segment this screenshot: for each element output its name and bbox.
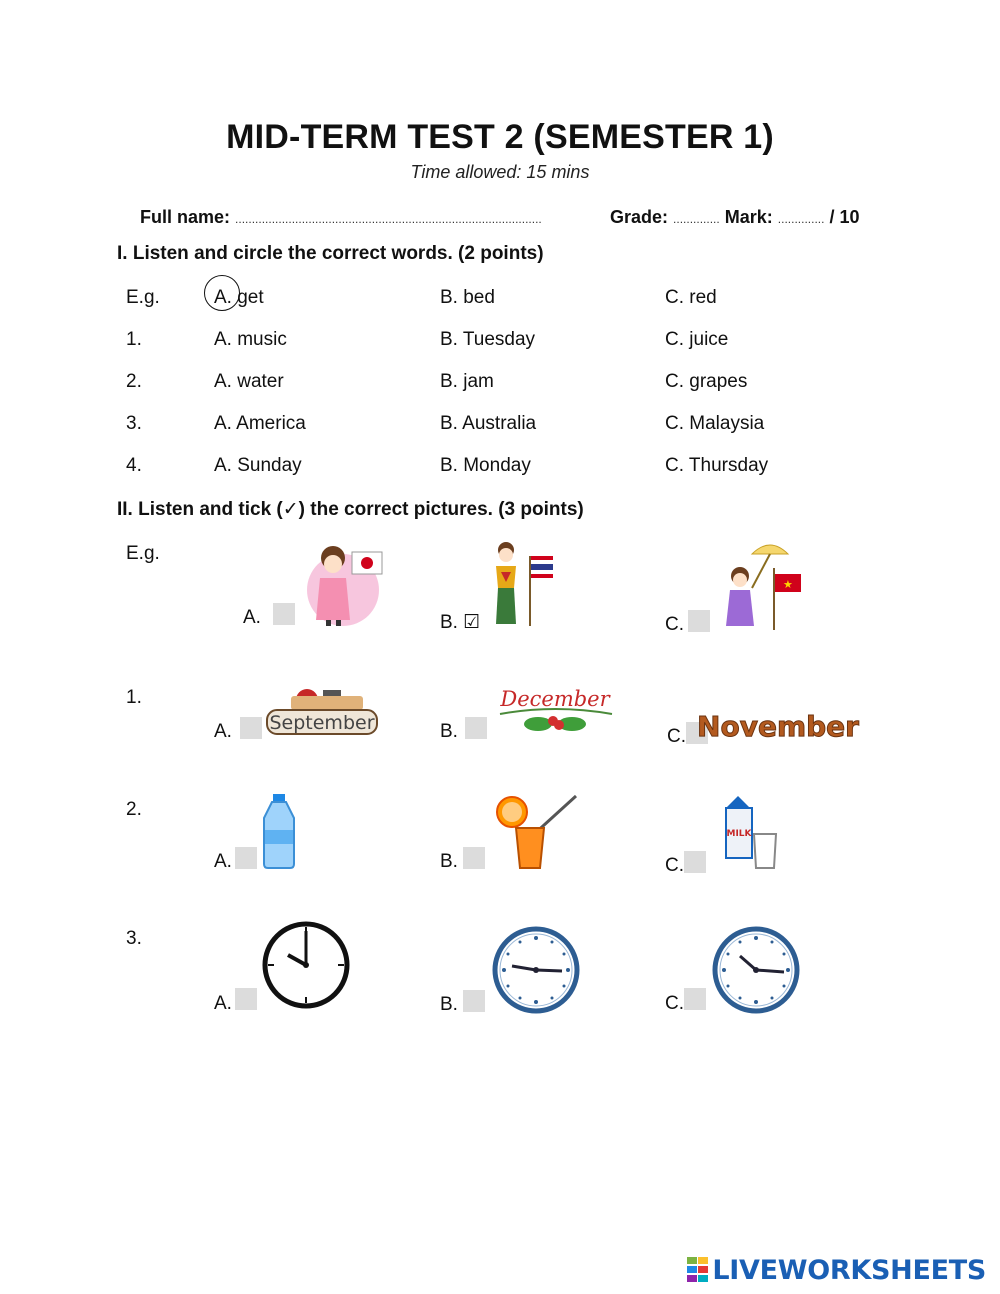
november-icon <box>697 706 859 746</box>
option-a[interactable]: A. America <box>214 413 306 434</box>
q2-option-b-checkbox[interactable] <box>463 847 485 869</box>
eg-option-c-label: C. <box>665 614 684 635</box>
q3-option-c-checkbox[interactable] <box>684 988 706 1010</box>
milk-text: MILK <box>726 829 752 839</box>
full-name-field[interactable]: ............................................................................................ <box>235 212 542 226</box>
q1-option-c-label: C. <box>667 726 686 747</box>
q3-option-a-checkbox[interactable] <box>235 988 257 1010</box>
eg-option-b-tick[interactable]: ☑ <box>463 612 481 633</box>
q2-option-a-label: A. <box>214 851 232 872</box>
clock-icon <box>492 926 580 1014</box>
q1-label: 1. <box>126 687 142 708</box>
option-c[interactable]: C. Malaysia <box>665 413 765 434</box>
mark-label: Mark: <box>724 207 773 227</box>
december-text: December <box>500 687 610 711</box>
liveworksheets-logo-icon <box>687 1257 709 1283</box>
eg-option-a-checkbox[interactable] <box>273 603 295 625</box>
eg-label: E.g. <box>126 543 160 564</box>
september-icon <box>265 684 380 738</box>
svg-text:★: ★ <box>783 578 793 591</box>
clock-icon <box>712 926 800 1014</box>
eg-option-c-checkbox[interactable] <box>688 610 710 632</box>
eg-option-b-label <box>440 611 480 634</box>
row-num: 2. <box>126 371 142 392</box>
q2-option-c-label: C. <box>665 855 684 876</box>
q1-option-a-checkbox[interactable] <box>240 717 262 739</box>
option-a[interactable]: A. get <box>214 287 264 308</box>
row-num: 3. <box>126 413 142 434</box>
eg-option-a-label: A. <box>243 607 261 628</box>
japanese-girl-icon <box>298 538 388 628</box>
row-num: 1. <box>126 329 142 350</box>
q1-option-b-label: B. <box>440 721 458 742</box>
option-a[interactable]: A. Sunday <box>214 455 302 476</box>
page-title: MID-TERM TEST 2 (SEMESTER 1) <box>226 118 774 156</box>
option-c[interactable]: C. juice <box>665 329 729 350</box>
orange-juice-icon <box>492 792 580 872</box>
option-b[interactable]: B. bed <box>440 287 495 308</box>
q3-option-b-checkbox[interactable] <box>463 990 485 1012</box>
september-text: September <box>269 712 375 734</box>
q1-option-b-checkbox[interactable] <box>465 717 487 739</box>
q2-option-c-checkbox[interactable] <box>684 851 706 873</box>
option-a[interactable]: A. water <box>214 371 284 392</box>
option-b[interactable]: B. jam <box>440 371 494 392</box>
example-circle <box>204 275 240 311</box>
section-1-heading: I. Listen and circle the correct words. (2 points) <box>117 243 544 264</box>
option-b[interactable]: B. Monday <box>440 455 531 476</box>
clock-icon <box>262 921 350 1009</box>
q3-option-a-label: A. <box>214 993 232 1014</box>
liveworksheets-logo[interactable] <box>687 1253 986 1287</box>
full-name-row <box>140 207 542 228</box>
eg-option-b-letter: B. <box>440 612 458 633</box>
q2-option-b-label: B. <box>440 851 458 872</box>
option-c[interactable]: C. red <box>665 287 717 308</box>
mark-field[interactable]: .............. <box>777 212 825 226</box>
q3-option-c-label: C. <box>665 993 684 1014</box>
grade-mark-row <box>610 207 860 228</box>
time-allowed: Time allowed: 15 mins <box>410 162 590 182</box>
thai-girl-icon <box>484 538 559 630</box>
q2-label: 2. <box>126 799 142 820</box>
full-name-label: Full name: <box>140 207 231 227</box>
mark-total: / 10 <box>829 207 860 227</box>
option-c[interactable]: C. grapes <box>665 371 748 392</box>
liveworksheets-logo-text: LIVEWORKSHEETS <box>712 1254 986 1286</box>
q3-option-b-label: B. <box>440 994 458 1015</box>
row-num: 4. <box>126 455 142 476</box>
q3-label: 3. <box>126 928 142 949</box>
vietnamese-girl-icon <box>712 538 807 633</box>
grade-label: Grade: <box>610 207 669 227</box>
q1-option-a-label: A. <box>214 721 232 742</box>
q2-option-a-checkbox[interactable] <box>235 847 257 869</box>
option-b[interactable]: B. Australia <box>440 413 537 434</box>
option-a[interactable]: A. music <box>214 329 287 350</box>
grade-field[interactable]: .............. <box>673 212 720 226</box>
december-icon <box>490 684 620 736</box>
row-num: E.g. <box>126 287 160 308</box>
water-bottle-icon <box>258 792 300 870</box>
november-text: November <box>697 710 859 743</box>
milk-icon <box>722 794 784 872</box>
option-c[interactable]: C. Thursday <box>665 455 769 476</box>
section-2-heading: II. Listen and tick (✓) the correct pictures. (3 points) <box>117 499 584 520</box>
option-b[interactable]: B. Tuesday <box>440 329 536 350</box>
